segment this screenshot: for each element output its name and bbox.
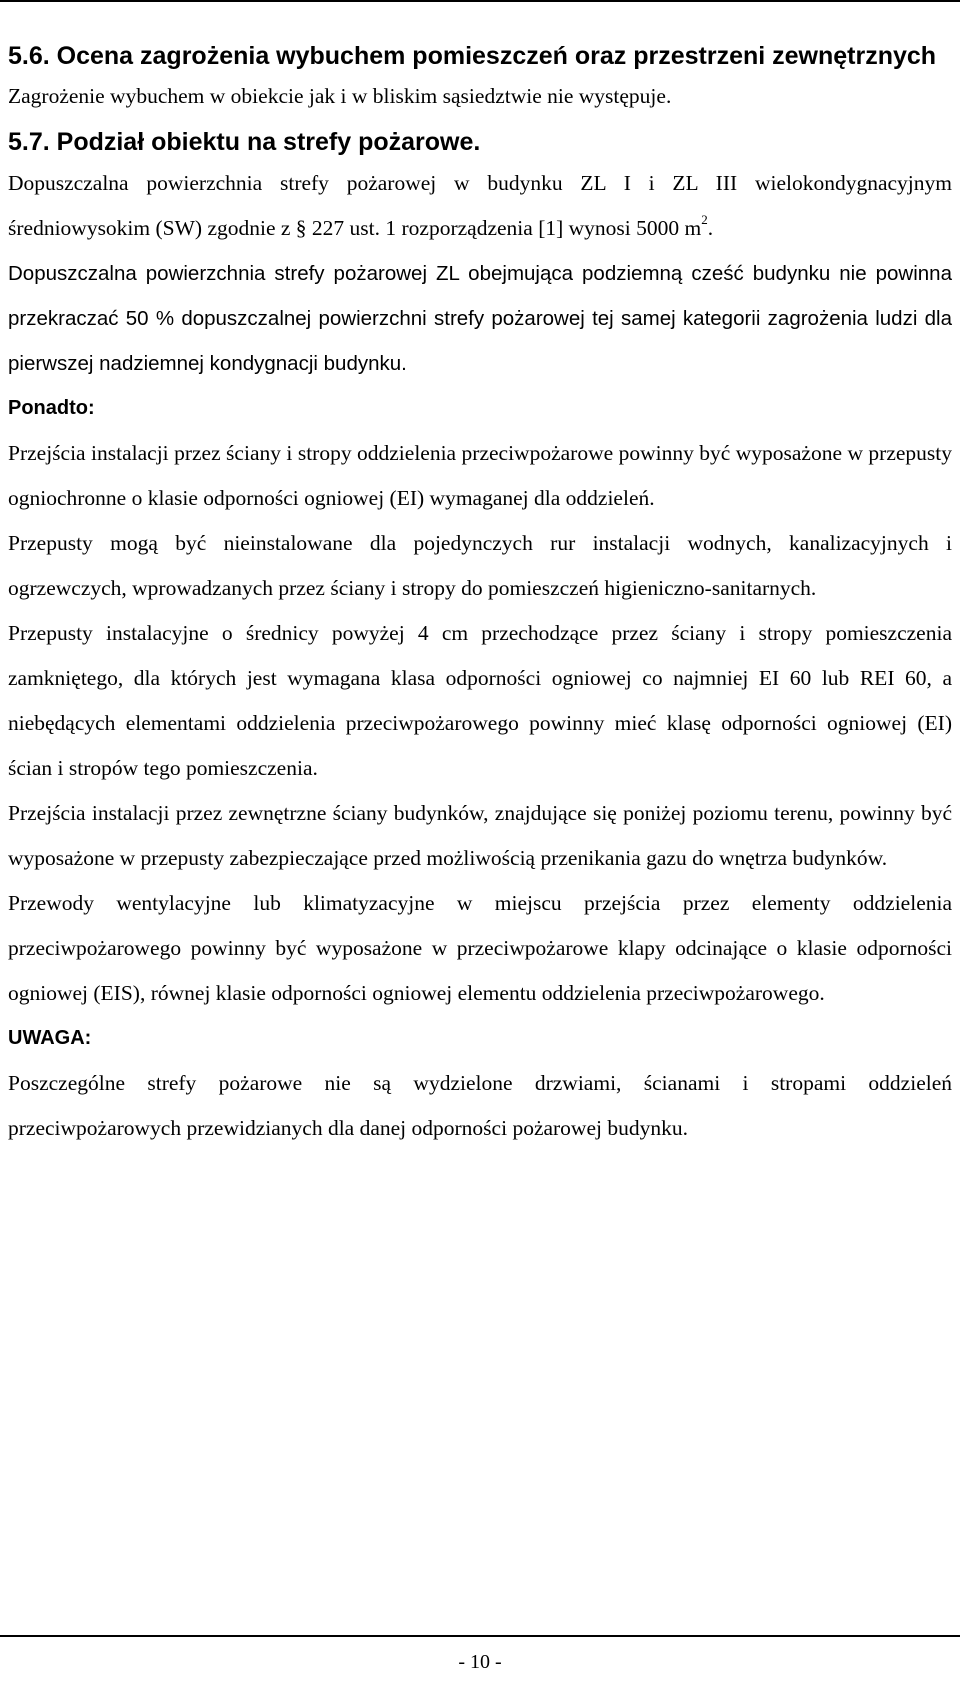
- document-page: [8, 38, 952, 1151]
- paragraph-installation-passages: Przejścia instalacji przez ściany i stropy oddzielenia przeciwpożarowe powinny być wyposażone w przepusty ogniochronne o klasie odporności ogniowej (EI) wymaganej dla oddzieleń.: [8, 441, 952, 510]
- paragraph-fire-zone-area: [8, 161, 952, 251]
- section-heading-5-7: 5.7. Podział obiektu na strefy pożarowe.: [8, 128, 481, 156]
- fire-zone-area-text: Dopuszczalna powierzchnia strefy pożarowej w budynku ZL I i ZL III wielokondygnacyjnym średniowysokim (SW) zgodnie z § 227 ust. 1 rozporządzenia [1] wynosi 5000 m: [8, 171, 952, 240]
- paragraph-optional-sleeves: Przepusty mogą być nieinstalowane dla pojedynczych rur instalacji wodnych, kanalizacyjnych i ogrzewczych, wprowadzanych przez ściany i stropy do pomieszczeń higieniczno-sanitarnych.: [8, 531, 952, 600]
- paragraph-external-wall-passages: Przejścia instalacji przez zewnętrzne ściany budynków, znajdujące się poniżej poziomu terenu, powinny być wyposażone w przepusty zabezpieczające przed możliwością przenikania gazu do wnętrza budynków.: [8, 801, 952, 870]
- top-border: [0, 0, 960, 2]
- superscript-2: 2: [701, 211, 708, 227]
- paragraph-explosion-hazard: Zagrożenie wybuchem w obiekcie jak i w bliskim sąsiedztwie nie występuje.: [8, 84, 672, 108]
- paragraph-installation-sleeves: Przepusty instalacyjne o średnicy powyżej 4 cm przechodzące przez ściany i stropy pomieszczenia zamkniętego, dla których jest wymagana klasa odporności ogniowej co najmniej EI 60 lub REI 60, a niebędących elementami oddzielenia przeciwpożarowego powinny mieć klasę odporności ogniowej (EI) ścian i stropów tego pomieszczenia.: [8, 621, 952, 780]
- fire-zone-area-tail: .: [707, 216, 714, 240]
- paragraph-underground-area: Dopuszczalna powierzchnia strefy pożarowej ZL obejmująca podziemną cześć budynku nie powinna przekraczać 50 % dopuszczalnej powierzchni strefy pożarowej tej samej kategorii zagrożenia ludzi dla pierwszej nadziemnej kondygnacji budynku.: [8, 262, 952, 375]
- page-number: - 10 -: [458, 1651, 502, 1673]
- bottom-border: [0, 1635, 960, 1637]
- section-heading-5-6: 5.6. Ocena zagrożenia wybuchem pomieszczeń oraz przestrzeni zewnętrznych: [8, 42, 937, 70]
- label-ponadto: Ponadto:: [8, 397, 95, 419]
- paragraph-note: Poszczególne strefy pożarowe nie są wydzielone drzwiami, ścianami i stropami oddzieleń przeciwpożarowych przewidzianych dla danej odporności pożarowej budynku.: [8, 1071, 952, 1140]
- paragraph-ventilation-ducts: Przewody wentylacyjne lub klimatyzacyjne w miejscu przejścia przez elementy oddzielenia przeciwpożarowego powinny być wyposażone w przeciwpożarowe klapy odcinające o klasie odporności ogniowej (EIS), równej klasie odporności ogniowej elementu oddzielenia przeciwpożarowego.: [8, 891, 952, 1005]
- label-uwaga: UWAGA:: [8, 1027, 92, 1049]
